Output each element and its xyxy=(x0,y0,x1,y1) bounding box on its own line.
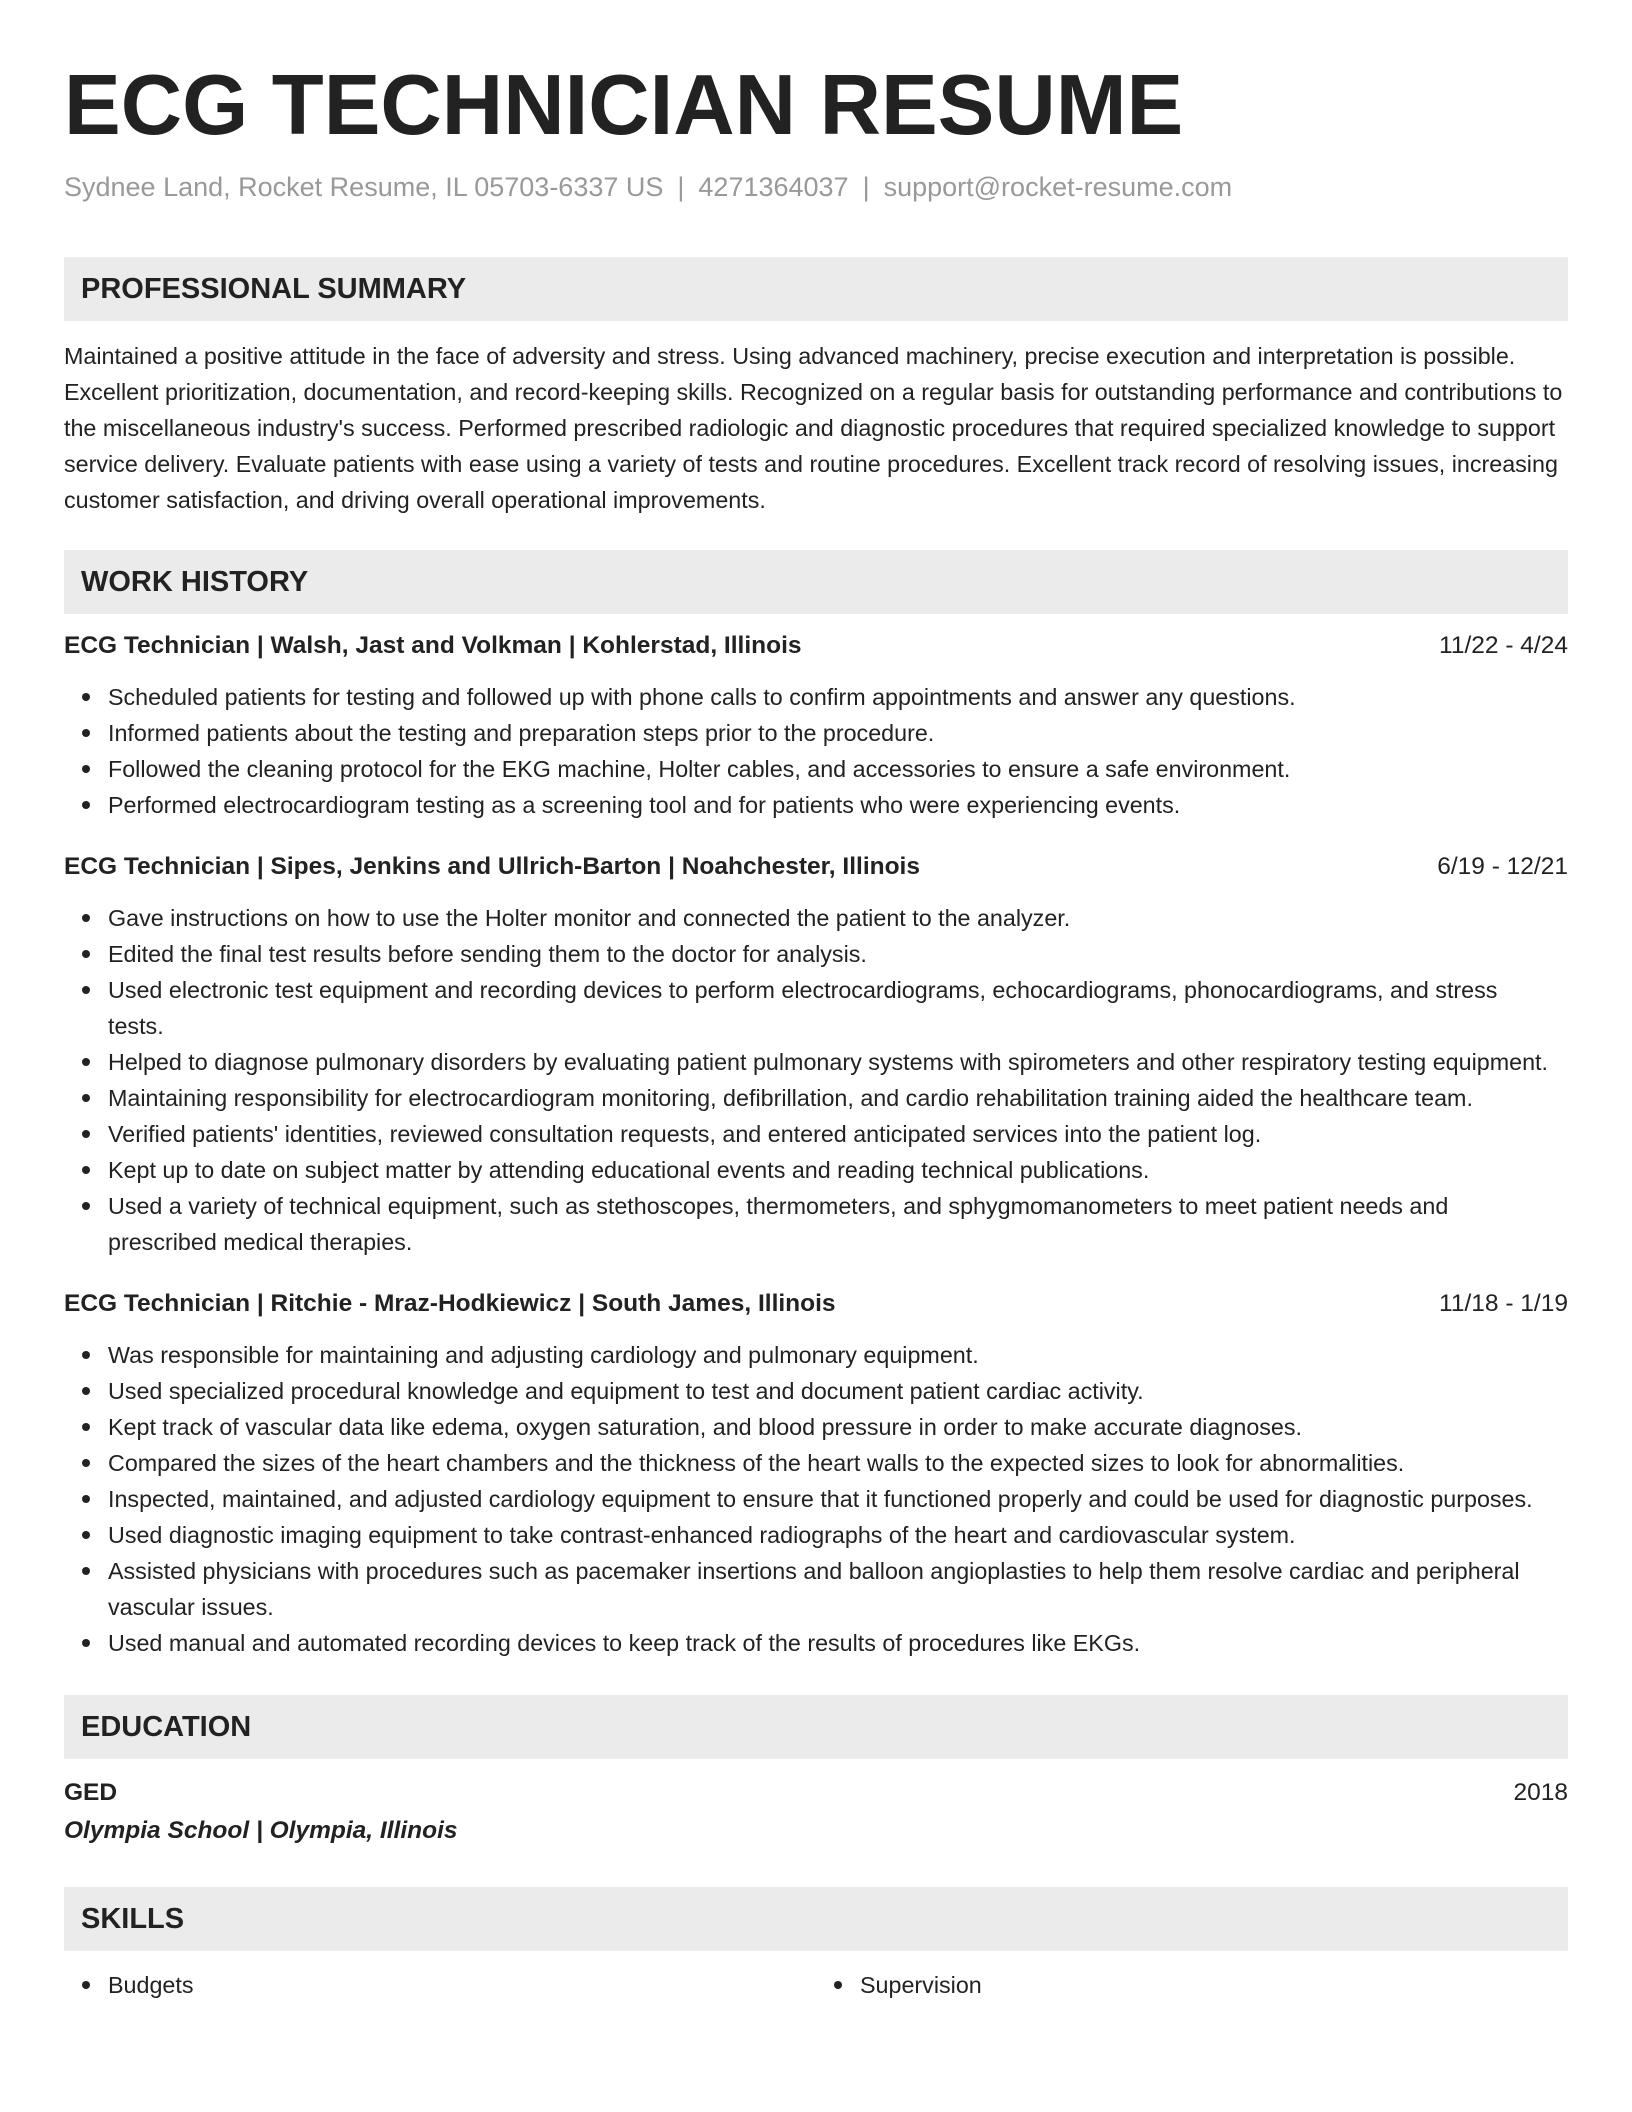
skill-item: Budgets xyxy=(108,1967,816,2003)
education-degree: GED xyxy=(64,1779,118,1806)
education-entry xyxy=(64,1775,1568,1849)
education-school: Olympia School | Olympia, Illinois xyxy=(64,1817,458,1844)
job-dates: 11/22 - 4/24 xyxy=(1439,632,1568,659)
job-entry xyxy=(64,1286,1568,1661)
job-header xyxy=(64,1286,1568,1322)
contact-separator: | xyxy=(862,172,870,202)
job-bullet: Compared the sizes of the heart chambers and the thickness of the heart walls to the expected sizes to look for abnormalities. xyxy=(108,1445,1568,1481)
job-bullet: Used diagnostic imaging equipment to take contrast-enhanced radiographs of the heart and cardiovascular system. xyxy=(108,1517,1568,1553)
job-title: ECG Technician | Sipes, Jenkins and Ullrich-Barton | Noahchester, Illinois xyxy=(64,853,920,880)
job-bullet: Kept track of vascular data like edema, oxygen saturation, and blood pressure in order to make accurate diagnoses. xyxy=(108,1409,1568,1445)
section-header-work-history: WORK HISTORY xyxy=(64,550,1568,614)
job-dates: 6/19 - 12/21 xyxy=(1437,853,1568,880)
summary-text: Maintained a positive attitude in the face of adversity and stress. Using advanced machinery, precise execution and interpretation is possible. Excellent prioritization, documentation, and record-keeping skills. Recognized on a regular basis for outstanding performance and contributions to the miscellaneous industry's success. Performed prescribed radiologic and diagnostic procedures that required specialized knowledge to support service delivery. Evaluate patients with ease using a variety of tests and routine procedures. Excellent track record of resolving issues, increasing customer satisfaction, and driving overall operational improvements. xyxy=(64,343,1563,513)
job-bullet: Used specialized procedural knowledge and equipment to test and document patient cardiac activity. xyxy=(108,1373,1568,1409)
education-year: 2018 xyxy=(1513,1779,1568,1806)
skills-list xyxy=(64,1967,1568,2003)
job-bullet: Edited the final test results before sending them to the doctor for analysis. xyxy=(108,936,1568,972)
job-bullet: Gave instructions on how to use the Holter monitor and connected the patient to the analyzer. xyxy=(108,900,1568,936)
job-title: ECG Technician | Walsh, Jast and Volkman | Kohlerstad, Illinois xyxy=(64,632,802,659)
job-bullet: Used manual and automated recording devices to keep track of the results of procedures like EKGs. xyxy=(108,1625,1568,1661)
job-bullet: Scheduled patients for testing and followed up with phone calls to confirm appointments and answer any questions. xyxy=(108,679,1568,715)
job-bullet: Helped to diagnose pulmonary disorders by evaluating patient pulmonary systems with spirometers and other respiratory testing equipment. xyxy=(108,1044,1568,1080)
contact-line xyxy=(64,169,1568,205)
skills-column-right xyxy=(816,1967,1568,2003)
job-bullet: Informed patients about the testing and preparation steps prior to the procedure. xyxy=(108,715,1568,751)
job-bullets xyxy=(64,1337,1568,1661)
contact-email: support@rocket-resume.com xyxy=(883,172,1233,202)
job-header xyxy=(64,628,1568,664)
skill-item: Supervision xyxy=(860,1967,1568,2003)
education-header xyxy=(64,1775,1568,1811)
resume-title: ECG TECHNICIAN RESUME xyxy=(64,58,1184,153)
section-header-summary: PROFESSIONAL SUMMARY xyxy=(64,257,1568,321)
job-bullet: Inspected, maintained, and adjusted cardiology equipment to ensure that it functioned properly and could be used for diagnostic purposes. xyxy=(108,1481,1568,1517)
job-bullets xyxy=(64,900,1568,1260)
job-bullet: Kept up to date on subject matter by attending educational events and reading technical publications. xyxy=(108,1152,1568,1188)
contact-address: Sydnee Land, Rocket Resume, IL 05703-6337 US xyxy=(64,172,664,202)
job-bullet: Performed electrocardiogram testing as a screening tool and for patients who were experiencing events. xyxy=(108,787,1568,823)
job-bullet: Used electronic test equipment and recording devices to perform electrocardiograms, echocardiograms, phonocardiograms, and stress tests. xyxy=(108,972,1568,1044)
job-bullets xyxy=(64,679,1568,823)
job-bullet: Verified patients' identities, reviewed consultation requests, and entered anticipated services into the patient log. xyxy=(108,1116,1568,1152)
job-title: ECG Technician | Ritchie - Mraz-Hodkiewicz | South James, Illinois xyxy=(64,1290,836,1317)
section-header-education: EDUCATION xyxy=(64,1695,1568,1759)
section-header-skills: SKILLS xyxy=(64,1887,1568,1951)
job-bullet: Was responsible for maintaining and adjusting cardiology and pulmonary equipment. xyxy=(108,1337,1568,1373)
job-bullet: Maintaining responsibility for electrocardiogram monitoring, defibrillation, and cardio rehabilitation training aided the healthcare team. xyxy=(108,1080,1568,1116)
job-dates: 11/18 - 1/19 xyxy=(1439,1290,1568,1317)
job-bullet: Used a variety of technical equipment, such as stethoscopes, thermometers, and sphygmomanometers to meet patient needs and prescribed medical therapies. xyxy=(108,1188,1568,1260)
job-entry xyxy=(64,628,1568,823)
job-bullet: Followed the cleaning protocol for the EKG machine, Holter cables, and accessories to ensure a safe environment. xyxy=(108,751,1568,787)
job-entry xyxy=(64,849,1568,1260)
job-bullet: Assisted physicians with procedures such as pacemaker insertions and balloon angioplasties to help them resolve cardiac and peripheral vascular issues. xyxy=(108,1553,1568,1625)
contact-separator: | xyxy=(677,172,685,202)
contact-phone: 4271364037 xyxy=(698,172,849,202)
skills-column-left xyxy=(64,1967,816,2003)
job-header xyxy=(64,849,1568,885)
